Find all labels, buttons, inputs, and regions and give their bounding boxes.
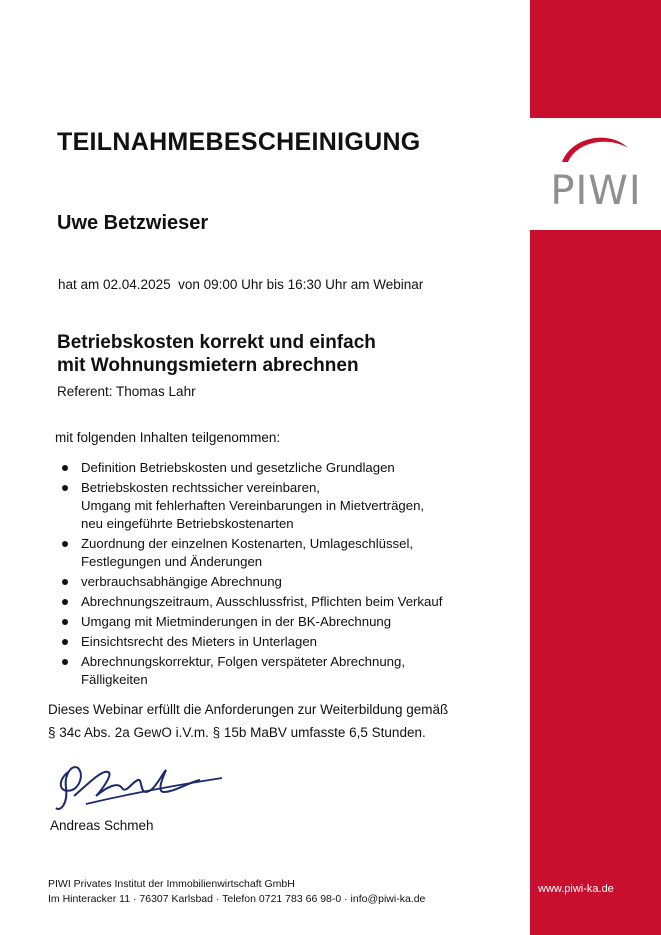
footer-company: PIWI Privates Institut der Immobilienwirtschaft GmbH [48,878,295,890]
website-link[interactable]: www.piwi-ka.de [538,883,614,895]
signature-image [50,752,230,820]
topic-line: Festlegungen und Änderungen [81,554,263,569]
footer [48,877,425,907]
topic-item [60,653,505,689]
topic-item [60,613,505,631]
topic-line: Fälligkeiten [81,672,148,687]
topic-line: neu eingeführte Betriebskostenarten [81,516,294,531]
bullet-icon [62,485,68,491]
certificate-title: TEILNAHMEBESCHEINIGUNG [57,128,421,156]
topic-line: Definition Betriebskosten und gesetzliche Grundlagen [81,460,395,475]
topic-line: Betriebskosten rechtssicher vereinbaren, [81,480,320,495]
topic-item [60,573,505,591]
topic-line: Abrechnungskorrektur, Folgen verspäteter Abrechnung, [81,654,406,669]
topic-item [60,535,505,571]
topic-item [60,459,505,477]
topic-line: Einsichtsrecht des Mieters in Unterlagen [81,634,318,649]
bullet-icon [62,599,68,605]
compliance-line: Dieses Webinar erfüllt die Anforderungen zur Weiterbildung gemäß [48,702,449,717]
topic-line: Umgang mit fehlerhaften Vereinbarungen in Mietverträgen, [81,498,425,513]
bullet-icon [62,639,68,645]
compliance-line: § 34c Abs. 2a GewO i.V.m. § 15b MaBV umfasste 6,5 Stunden. [48,725,426,740]
bullet-icon [62,465,68,471]
participant-name: Uwe Betzwieser [57,212,209,234]
topic-line: Abrechnungszeitraum, Ausschlussfrist, Pflichten beim Verkauf [81,594,443,609]
topic-item [60,593,505,611]
topic-item [60,633,505,651]
signer-name: Andreas Schmeh [50,818,154,833]
topics-list [60,459,505,691]
course-title-line: mit Wohnungsmietern abrechnen [57,355,359,376]
topics-intro: mit folgenden Inhalten teilgenommen: [55,430,281,445]
topic-line: Zuordnung der einzelnen Kostenarten, Umlageschlüssel, [81,536,414,551]
course-title [57,331,376,377]
attendance-date-line: hat am 02.04.2025 von 09:00 Uhr bis 16:30 Uhr am Webinar [58,277,424,292]
bullet-icon [62,659,68,665]
topic-item [60,479,505,533]
topic-line: Umgang mit Mietminderungen in der BK-Abrechnung [81,614,392,629]
logo-text: PIWI [550,168,642,214]
brand-band-top [530,0,661,118]
brand-band-bottom [530,230,661,935]
course-title-line: Betriebskosten korrekt und einfach [57,332,376,353]
topic-line: verbrauchsabhängige Abrechnung [81,574,282,589]
bullet-icon [62,541,68,547]
logo-arc-icon [560,130,630,164]
speaker: Referent: Thomas Lahr [57,384,196,399]
footer-address: Im Hinteracker 11 · 76307 Karlsbad · Telefon 0721 783 66 98-0 · info@piwi-ka.de [48,893,426,905]
compliance-statement [48,698,518,744]
bullet-icon [62,579,68,585]
bullet-icon [62,619,68,625]
